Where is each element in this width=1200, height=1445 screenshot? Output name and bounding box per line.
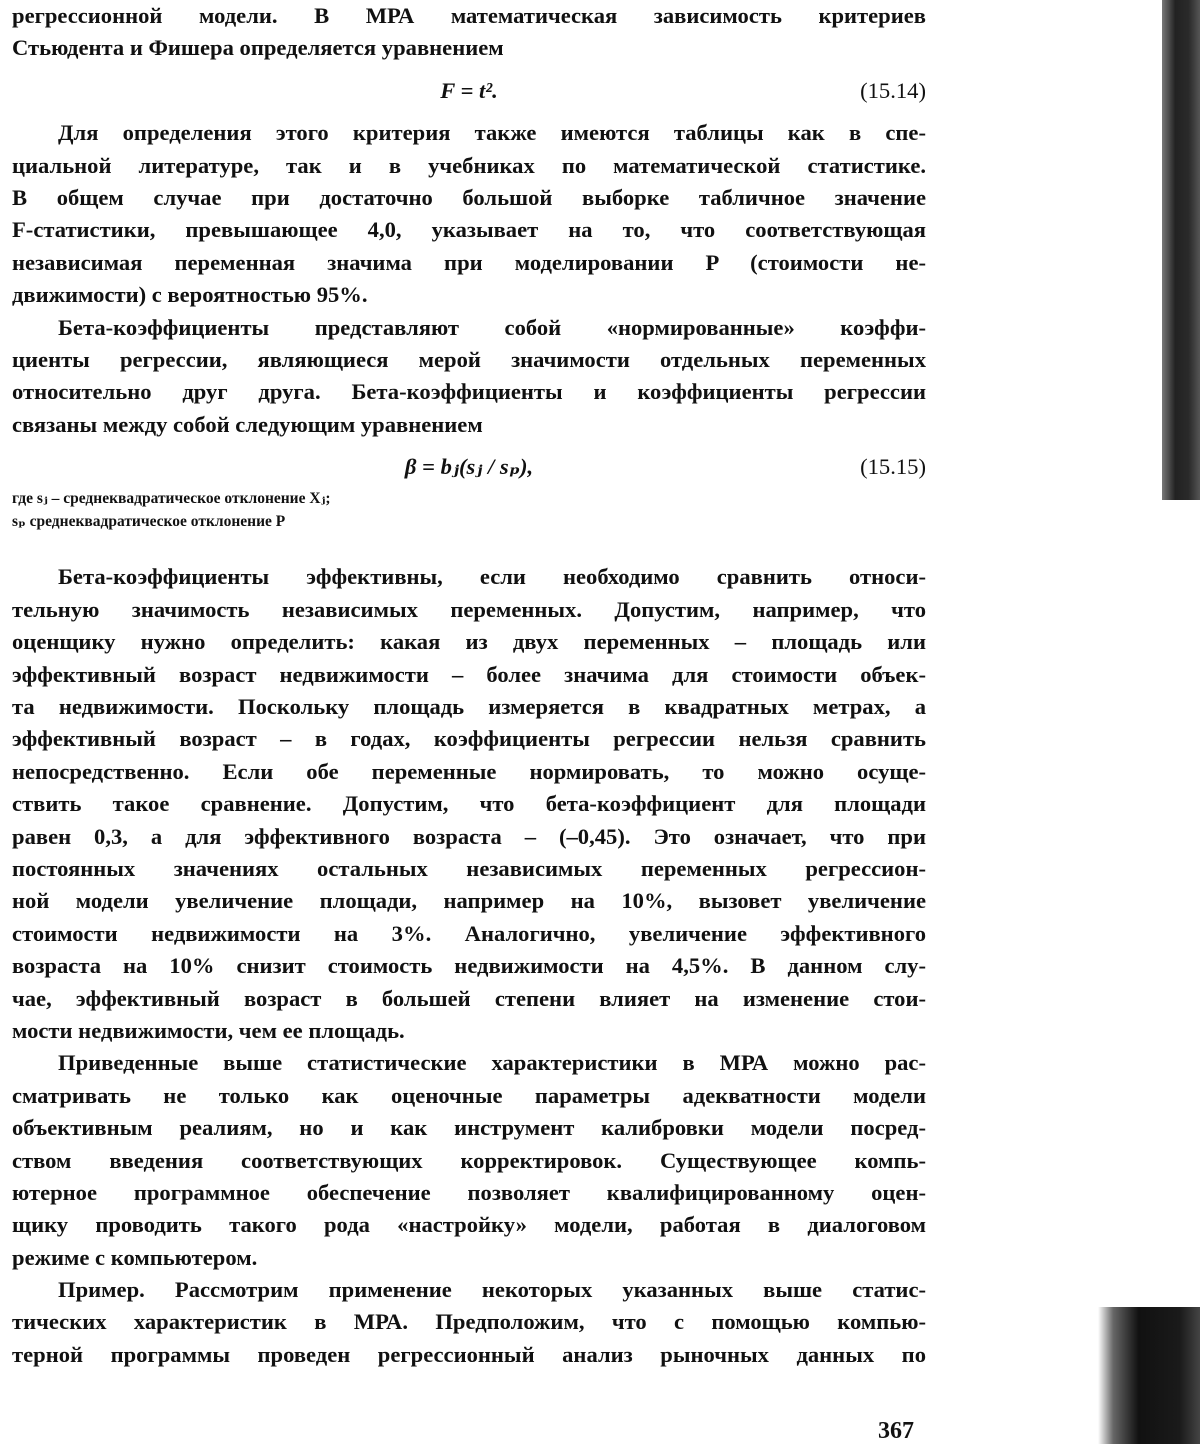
page-number: 367 bbox=[878, 1418, 914, 1444]
text-line bbox=[12, 312, 926, 344]
text-line: ством введения соответствующих корректировок. Существующее компь- bbox=[12, 1147, 926, 1173]
term-beta: Бета-коэффициенты bbox=[58, 314, 270, 340]
text-line: В общем случае при достаточно большой выборке табличное значение bbox=[12, 184, 926, 210]
formula-15-15 bbox=[12, 451, 926, 483]
book-page-text bbox=[12, 0, 926, 1371]
definition-line: sₚ среднеквадратическое отклонение P bbox=[12, 513, 286, 531]
text-line: сматривать не только как оценочные параметры адекватности модели bbox=[12, 1082, 926, 1108]
text-line: терной программы проведен регрессионный анализ рыночных данных по bbox=[12, 1341, 926, 1367]
formula-15-14 bbox=[12, 75, 926, 107]
text-line: движимости) с вероятностью 95%. bbox=[12, 282, 368, 308]
term-example: Пример. bbox=[58, 1277, 145, 1303]
text-line: ютерное программное обеспечение позволяет квалифицированному оцен- bbox=[12, 1179, 926, 1205]
text-line: чае, эффективный возраст в большей степени влияет на изменение стои- bbox=[12, 985, 926, 1011]
scan-edge-shadow-top bbox=[1162, 0, 1200, 500]
text-line: эффективный возраст – в годах, коэффициенты регрессии нельзя сравнить bbox=[12, 726, 926, 752]
text-line bbox=[12, 1274, 926, 1306]
text-line: ной модели увеличение площади, например на 10%, вызовет увеличение bbox=[12, 888, 926, 914]
text-line: циальной литературе, так и в учебниках по математической статистике. bbox=[12, 152, 926, 178]
text-line: оценщику нужно определить: какая из двух переменных – площадь или bbox=[12, 629, 926, 655]
text-line: F-статистики, превышающее 4,0, указывает на то, что соответствующая bbox=[12, 217, 926, 243]
text-line: объективным реалиям, но и как инструмент калибровки модели посред- bbox=[12, 1115, 926, 1141]
text-line: равен 0,3, а для эффективного возраста – (–0,45). Это означает, что при bbox=[12, 823, 926, 849]
formula-expression: F = t². bbox=[440, 77, 498, 103]
text-fragment: Рассмотрим применение некоторых указанных выше статис- bbox=[144, 1277, 926, 1303]
formula-expression: β = bⱼ(sⱼ / sₚ), bbox=[404, 454, 534, 480]
text-line: связаны между собой следующим уравнением bbox=[12, 411, 483, 437]
text-line: постоянных значениях остальных независимых переменных регрессион- bbox=[12, 855, 926, 881]
text-line: Бета-коэффициенты эффективны, если необходимо сравнить относи- bbox=[58, 564, 926, 590]
formula-number: (15.14) bbox=[860, 77, 926, 103]
text-line: мости недвижимости, чем ее площадь. bbox=[12, 1017, 405, 1043]
text-line: режиме с компьютером. bbox=[12, 1244, 258, 1270]
text-line: Стьюдента и Фишера определяется уравнением bbox=[12, 35, 504, 61]
text-line: независимая переменная значима при моделировании P (стоимости не- bbox=[12, 249, 926, 275]
text-line: непосредственно. Если обе переменные нормировать, то можно осуще- bbox=[12, 758, 926, 784]
text-line: эффективный возраст недвижимости – более значима для стоимости объек- bbox=[12, 661, 926, 687]
text-line: относительно друг друга. Бета-коэффициенты и коэффициенты регрессии bbox=[12, 379, 926, 405]
text-line: ствить такое сравнение. Допустим, что бета-коэффициент для площади bbox=[12, 791, 926, 817]
text-line: стоимости недвижимости на 3%. Аналогично, увеличение эффективного bbox=[12, 920, 926, 946]
text-line: возраста на 10% снизит стоимость недвижимости на 4,5%. В данном слу- bbox=[12, 953, 926, 979]
text-line: циенты регрессии, являющиеся мерой значимости отдельных переменных bbox=[12, 346, 926, 372]
text-line: та недвижимости. Поскольку площадь измеряется в квадратных метрах, а bbox=[12, 694, 926, 720]
text-line: щику проводить такого рода «настройку» модели, работая в диалоговом bbox=[12, 1212, 926, 1238]
where-definitions bbox=[12, 487, 926, 533]
text-fragment: представляют собой «нормированные» коэффи- bbox=[269, 314, 926, 340]
formula-number: (15.15) bbox=[860, 454, 926, 480]
text-line: тельную значимость независимых переменных. Допустим, например, что bbox=[12, 596, 926, 622]
scan-edge-shadow-bottom bbox=[1098, 1307, 1200, 1444]
text-line: Приведенные выше статистические характеристики в МРА можно рас- bbox=[58, 1050, 926, 1076]
text-line: регрессионной модели. В МРА математическая зависимость критериев bbox=[12, 3, 926, 28]
definition-line: где sⱼ – среднеквадратическое отклонение Xⱼ; bbox=[12, 490, 331, 508]
text-line: тических характеристик в МРА. Предположим, что с помощью компью- bbox=[12, 1309, 926, 1335]
text-line: Для определения этого критерия также имеются таблицы как в спе- bbox=[58, 120, 926, 146]
